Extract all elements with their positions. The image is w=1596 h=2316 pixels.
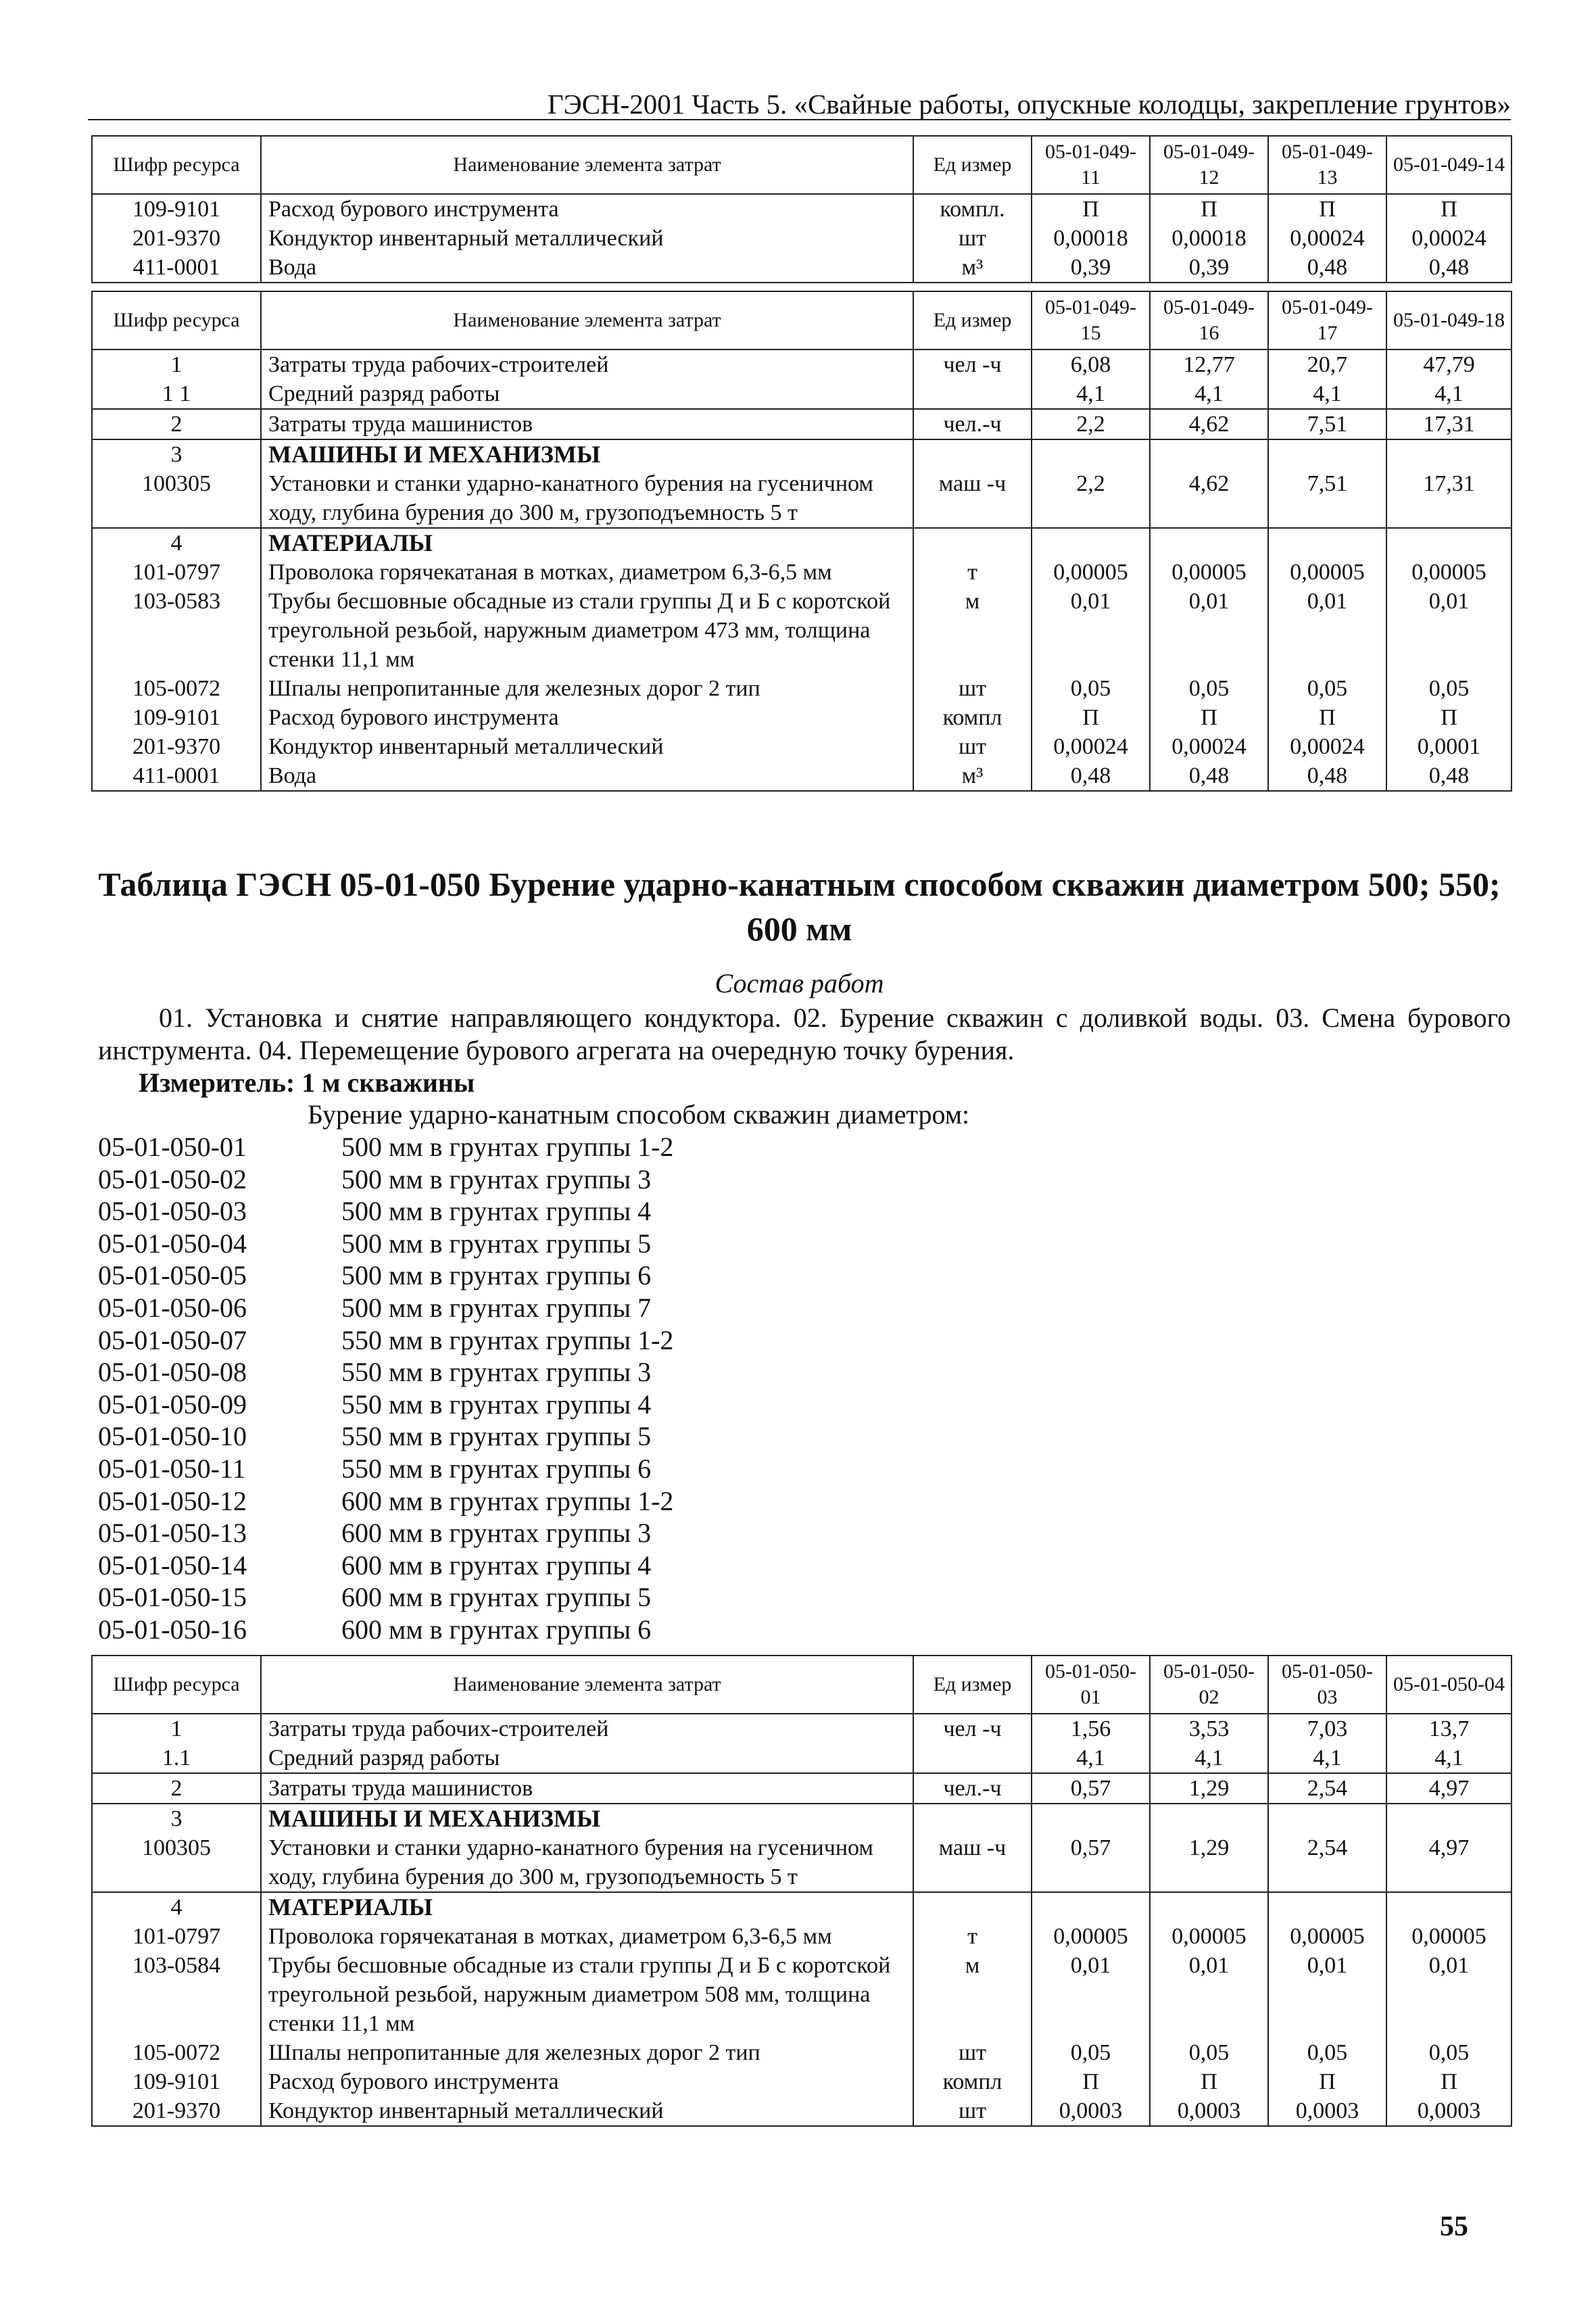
cell-unit: т [913,558,1032,587]
cell-value: 0,39 [1032,253,1150,283]
norm-code: 05-01-050-02 [98,1163,247,1195]
table-row [92,1892,1512,1922]
cell-unit: компл. [913,194,1032,224]
cell-value: 0,01 [1150,1951,1268,2038]
cell-value: 17,31 [1386,409,1512,439]
cell-value: 0,48 [1268,253,1386,283]
list-item [98,1517,673,1549]
list-item [98,1292,673,1324]
cell-value: 4,1 [1150,379,1268,409]
list-item [98,1228,673,1260]
cell-code: 1.1 [92,1743,261,1773]
cell-code: 4 [92,528,261,558]
cell-value: 2,2 [1032,409,1150,439]
work-composition-label: Состав работ [715,968,884,998]
cell-unit: чел -ч [913,1714,1032,1743]
cell-value [1032,1892,1150,1922]
col-header-name: Наименование элемента затрат [261,1656,913,1714]
resource-table-050-01-04 [91,1655,1512,2127]
cell-unit: шт [913,674,1032,703]
norm-description: 600 мм в грунтах группы 3 [341,1518,652,1549]
cell-value: П [1150,2067,1268,2096]
list-item [98,1581,673,1614]
cell-name: МАТЕРИАЛЫ [261,1892,913,1922]
cell-value: 0,00005 [1268,558,1386,587]
cell-value: 0,00005 [1150,558,1268,587]
cell-code: 103-0584 [92,1951,261,2038]
cell-value: 0,01 [1386,587,1512,674]
cell-unit [913,379,1032,409]
cell-code: 1 [92,349,261,379]
cell-unit: т [913,1922,1032,1951]
col-header-norm: 05-01-049-15 [1032,291,1150,349]
col-header-norm: 05-01-049-17 [1268,291,1386,349]
col-header-norm: 05-01-049-13 [1268,136,1386,194]
table-row [92,2096,1512,2126]
cell-value: П [1032,2067,1150,2096]
col-header-norm: 05-01-050-02 [1150,1656,1268,1714]
cell-name: Проволока горячекатаная в мотках, диаметром 6,3-6,5 мм [261,558,913,587]
cell-name: Шпалы непропитанные для железных дорог 2 тип [261,674,913,703]
cell-name: Затраты труда машинистов [261,1773,913,1804]
norm-description: 600 мм в грунтах группы 6 [341,1614,652,1645]
cell-value: 17,31 [1386,469,1512,528]
table-row [92,439,1512,469]
page-number: 55 [1440,2211,1468,2242]
cell-value: П [1386,703,1512,732]
cell-value: 47,79 [1386,349,1512,379]
norm-description: 550 мм в грунтах группы 4 [341,1389,652,1420]
table-row [92,528,1512,558]
cell-value: 0,00005 [1032,1922,1150,1951]
table-row [92,1833,1512,1892]
col-header-norm: 05-01-049-14 [1386,136,1512,194]
table-row [92,469,1512,528]
norm-code: 05-01-050-15 [98,1582,247,1613]
norm-code: 05-01-050-10 [98,1421,247,1452]
cell-value [1386,1892,1512,1922]
resource-table-049-11-14 [91,135,1512,283]
cell-code: 109-9101 [92,2067,261,2096]
norm-description: 550 мм в грунтах группы 3 [341,1357,652,1388]
measure-unit: Измеритель: 1 м скважины [139,1067,475,1098]
cell-name: Расход бурового инструмента [261,194,913,224]
norm-description: 500 мм в грунтах группы 7 [341,1292,652,1323]
cell-code: 100305 [92,469,261,528]
list-item [98,1259,673,1292]
col-header-unit: Ед измер [913,291,1032,349]
cell-value: П [1032,703,1150,732]
col-header-code: Шифр ресурса [92,136,261,194]
cell-value: 2,54 [1268,1773,1386,1804]
cell-value: 0,0001 [1386,732,1512,761]
cell-unit [913,439,1032,469]
cell-value [1150,1804,1268,1833]
cell-value [1386,439,1512,469]
list-item [98,1549,673,1582]
cell-name: Установки и станки ударно-канатного бурения на гусеничном ходу, глубина бурения до 300 м, грузоподъемность 5 т [261,469,913,528]
cell-value: 0,01 [1032,587,1150,674]
cell-unit [913,528,1032,558]
col-header-norm: 05-01-050-01 [1032,1656,1150,1714]
norm-code: 05-01-050-14 [98,1549,247,1581]
col-header-name: Наименование элемента затрат [261,291,913,349]
cell-code: 4 [92,1892,261,1922]
cell-unit: шт [913,732,1032,761]
cell-code: 201-9370 [92,224,261,253]
cell-name: Кондуктор инвентарный металлический [261,2096,913,2126]
table-row [92,1743,1512,1773]
list-item [98,1420,673,1453]
cell-value: 0,01 [1150,587,1268,674]
header-rule [88,119,1511,120]
cell-value: 4,1 [1386,379,1512,409]
cell-code: 201-9370 [92,732,261,761]
cell-value [1268,439,1386,469]
cell-value: П [1032,194,1150,224]
cell-value: 0,05 [1032,674,1150,703]
cell-code: 2 [92,409,261,439]
list-item [98,1453,673,1485]
cell-unit: чел.-ч [913,1773,1032,1804]
cell-code: 2 [92,1773,261,1804]
cell-value: 4,62 [1150,409,1268,439]
table-row [92,558,1512,587]
cell-name: Средний разряд работы [261,1743,913,1773]
norm-code: 05-01-050-01 [98,1132,247,1162]
list-item [98,1163,673,1196]
cell-value: 4,1 [1032,379,1150,409]
table-row [92,1714,1512,1743]
norm-code: 05-01-050-06 [98,1292,247,1323]
cell-code: 109-9101 [92,194,261,224]
cell-value: 0,05 [1032,2038,1150,2067]
table-title: Таблица ГЭСН 05-01-050 Бурение ударно-канатным способом скважин диаметром 500; 550; 600 мм [98,865,1501,948]
cell-code: 201-9370 [92,2096,261,2126]
cell-code: 1 [92,1714,261,1743]
cell-value: 0,00024 [1032,732,1150,761]
cell-value: 4,1 [1268,1743,1386,1773]
cell-value: 0,00024 [1268,732,1386,761]
cell-value: 0,00018 [1032,224,1150,253]
norm-code: 05-01-050-13 [98,1518,247,1549]
cell-code: 105-0072 [92,674,261,703]
cell-value: 4,1 [1032,1743,1150,1773]
cell-value: 0,05 [1150,2038,1268,2067]
cell-name: Расход бурового инструмента [261,2067,913,2096]
cell-value: 0,00005 [1032,558,1150,587]
cell-value [1032,439,1150,469]
norm-code: 05-01-050-08 [98,1357,247,1388]
table-row [92,2038,1512,2067]
norm-description: 600 мм в грунтах группы 5 [341,1582,652,1613]
cell-value: 0,01 [1268,1951,1386,2038]
cell-name: Затраты труда машинистов [261,409,913,439]
cell-value: 20,7 [1268,349,1386,379]
norm-code: 05-01-050-11 [98,1453,246,1484]
col-header-norm: 05-01-049-11 [1032,136,1150,194]
col-header-unit: Ед измер [913,1656,1032,1714]
cell-value: 0,00005 [1386,1922,1512,1951]
cell-name: Шпалы непропитанные для железных дорог 2 тип [261,2038,913,2067]
cell-name: Установки и станки ударно-канатного бурения на гусеничном ходу, глубина бурения до 300 м, грузоподъемность 5 т [261,1833,913,1892]
list-item [98,1485,673,1518]
cell-value: П [1386,2067,1512,2096]
cell-value: 0,01 [1268,587,1386,674]
cell-name: Затраты труда рабочих-строителей [261,1714,913,1743]
table-row [92,379,1512,409]
measure-description: Бурение ударно-канатным способом скважин диаметром: [308,1099,970,1130]
table-row [92,587,1512,674]
cell-value: 0,0003 [1268,2096,1386,2126]
cell-unit: м [913,1951,1032,2038]
cell-name: Кондуктор инвентарный металлический [261,224,913,253]
cell-value: 0,0003 [1386,2096,1512,2126]
cell-name: Средний разряд работы [261,379,913,409]
norm-code: 05-01-050-04 [98,1228,247,1259]
cell-code: 109-9101 [92,703,261,732]
cell-unit: компл [913,2067,1032,2096]
cell-name: Затраты труда рабочих-строителей [261,349,913,379]
cell-name: Вода [261,761,913,791]
cell-value: 0,00018 [1150,224,1268,253]
cell-value [1386,528,1512,558]
norm-code: 05-01-050-05 [98,1260,247,1291]
cell-value: 4,1 [1268,379,1386,409]
cell-value: 4,97 [1386,1833,1512,1892]
cell-value [1150,528,1268,558]
cell-unit: маш -ч [913,1833,1032,1892]
norm-code: 05-01-050-16 [98,1614,247,1645]
norm-description: 600 мм в грунтах группы 1-2 [341,1485,674,1516]
cell-value: 0,39 [1150,253,1268,283]
cell-value: 4,62 [1150,469,1268,528]
cell-value: 4,1 [1150,1743,1268,1773]
table-row [92,1922,1512,1951]
cell-unit: шт [913,2038,1032,2067]
cell-name: Трубы бесшовные обсадные из стали группы Д и Б с коротской треугольной резьбой, наружным диаметром 473 мм, толщина стенки 11,1 мм [261,587,913,674]
cell-value: 0,48 [1386,253,1512,283]
cell-value: П [1386,194,1512,224]
norm-code: 05-01-050-12 [98,1485,247,1516]
table-row [92,674,1512,703]
norm-code: 05-01-050-03 [98,1196,247,1227]
cell-code: 105-0072 [92,2038,261,2067]
cell-value [1268,1804,1386,1833]
cell-value: П [1268,2067,1386,2096]
work-composition-text: 01. Установка и снятие направляющего кондуктора. 02. Бурение скважин с доливкой воды. 03. Смена бурового инструмента. 04. Перемещение бурового агрегата на очередную точку бурения. [98,1003,1511,1065]
cell-unit: м³ [913,253,1032,283]
cell-value: 4,97 [1386,1773,1512,1804]
cell-value: 0,57 [1032,1833,1150,1892]
page-header: ГЭСН-2001 Часть 5. «Свайные работы, опускные колодцы, закрепление грунтов» [547,89,1511,120]
table-row [92,732,1512,761]
cell-unit: м [913,587,1032,674]
table-body [92,349,1512,791]
cell-value [1032,1804,1150,1833]
list-item [98,1324,673,1357]
cell-name: Проволока горячекатаная в мотках, диаметром 6,3-6,5 мм [261,1922,913,1951]
col-header-code: Шифр ресурса [92,1656,261,1714]
cell-value: 1,29 [1150,1833,1268,1892]
cell-value: 0,00024 [1150,732,1268,761]
cell-name: Вода [261,253,913,283]
cell-value: 12,77 [1150,349,1268,379]
cell-value [1268,1892,1386,1922]
cell-value: 7,51 [1268,409,1386,439]
list-item [98,1131,673,1163]
cell-value [1150,1892,1268,1922]
cell-value [1150,439,1268,469]
list-item [98,1195,673,1228]
list-item [98,1389,673,1421]
table-row [92,761,1512,791]
col-header-norm: 05-01-049-18 [1386,291,1512,349]
norm-description: 500 мм в грунтах группы 4 [341,1196,652,1227]
table-row [92,1773,1512,1804]
col-header-norm: 05-01-050-03 [1268,1656,1386,1714]
norm-code: 05-01-050-07 [98,1324,247,1355]
cell-value: 0,01 [1032,1951,1150,2038]
table-row [92,2067,1512,2096]
cell-unit: чел.-ч [913,409,1032,439]
cell-unit: чел -ч [913,349,1032,379]
cell-value: 7,51 [1268,469,1386,528]
cell-value: 13,7 [1386,1714,1512,1743]
cell-value: П [1150,194,1268,224]
table-row [92,703,1512,732]
cell-value: 3,53 [1150,1714,1268,1743]
cell-value [1386,1804,1512,1833]
cell-value: 0,0003 [1150,2096,1268,2126]
table-body [92,194,1512,283]
cell-code: 101-0797 [92,1922,261,1951]
cell-value: 6,08 [1032,349,1150,379]
norm-description: 500 мм в грунтах группы 3 [341,1163,652,1195]
cell-name: МАШИНЫ И МЕХАНИЗМЫ [261,1804,913,1833]
cell-value: П [1150,703,1268,732]
norm-code: 05-01-050-09 [98,1389,247,1420]
cell-value: 0,57 [1032,1773,1150,1804]
norm-code-list [98,1131,673,1646]
cell-value: 0,48 [1386,761,1512,791]
cell-value: 1,56 [1032,1714,1150,1743]
cell-code: 411-0001 [92,253,261,283]
cell-value [1268,528,1386,558]
cell-value: 0,00024 [1386,224,1512,253]
table-body [92,1714,1512,2126]
cell-unit: маш -ч [913,469,1032,528]
cell-unit [913,1804,1032,1833]
cell-unit: шт [913,224,1032,253]
cell-value: П [1268,194,1386,224]
cell-value: 0,48 [1032,761,1150,791]
cell-code: 100305 [92,1833,261,1892]
cell-value: 7,03 [1268,1714,1386,1743]
cell-value [1032,528,1150,558]
cell-value: 2,2 [1032,469,1150,528]
cell-unit: компл [913,703,1032,732]
col-header-norm: 05-01-050-04 [1386,1656,1512,1714]
norm-description: 500 мм в грунтах группы 1-2 [341,1132,674,1162]
table-row [92,1804,1512,1833]
table-row [92,253,1512,283]
table-row [92,194,1512,224]
resource-table-049-15-18 [91,291,1512,792]
cell-unit: м³ [913,761,1032,791]
cell-name: Трубы бесшовные обсадные из стали группы Д и Б с коротской треугольной резьбой, наружным диаметром 508 мм, толщина стенки 11,1 мм [261,1951,913,2038]
list-item [98,1614,673,1646]
cell-unit [913,1892,1032,1922]
cell-value: 4,1 [1386,1743,1512,1773]
cell-value: 0,00005 [1386,558,1512,587]
norm-description: 550 мм в грунтах группы 1-2 [341,1324,674,1355]
norm-description: 550 мм в грунтах группы 5 [341,1421,652,1452]
cell-code: 3 [92,1804,261,1833]
col-header-code: Шифр ресурса [92,291,261,349]
norm-description: 550 мм в грунтах группы 6 [341,1453,652,1484]
table-row [92,409,1512,439]
cell-code: 103-0583 [92,587,261,674]
cell-value: 0,00024 [1268,224,1386,253]
cell-name: МАШИНЫ И МЕХАНИЗМЫ [261,439,913,469]
table-row [92,349,1512,379]
cell-code: 411-0001 [92,761,261,791]
cell-code: 101-0797 [92,558,261,587]
cell-value: 0,0003 [1032,2096,1150,2126]
cell-value: 0,00005 [1150,1922,1268,1951]
cell-code: 3 [92,439,261,469]
cell-code: 1 1 [92,379,261,409]
cell-value: 0,05 [1386,2038,1512,2067]
col-header-norm: 05-01-049-12 [1150,136,1268,194]
table-row [92,224,1512,253]
col-header-name: Наименование элемента затрат [261,136,913,194]
cell-name: МАТЕРИАЛЫ [261,528,913,558]
cell-name: Кондуктор инвентарный металлический [261,732,913,761]
norm-description: 500 мм в грунтах группы 5 [341,1228,652,1259]
list-item [98,1356,673,1389]
cell-unit [913,1743,1032,1773]
cell-value: 0,48 [1150,761,1268,791]
cell-value: 2,54 [1268,1833,1386,1892]
cell-value: 1,29 [1150,1773,1268,1804]
cell-unit: шт [913,2096,1032,2126]
cell-value: 0,05 [1150,674,1268,703]
cell-value: 0,01 [1386,1951,1512,2038]
cell-value: 0,48 [1268,761,1386,791]
cell-value: 0,05 [1268,2038,1386,2067]
table-row [92,1951,1512,2038]
norm-description: 500 мм в грунтах группы 6 [341,1260,652,1291]
col-header-unit: Ед измер [913,136,1032,194]
cell-name: Расход бурового инструмента [261,703,913,732]
col-header-norm: 05-01-049-16 [1150,291,1268,349]
cell-value: 0,05 [1386,674,1512,703]
cell-value: П [1268,703,1386,732]
cell-value: 0,00005 [1268,1922,1386,1951]
norm-description: 600 мм в грунтах группы 4 [341,1549,652,1581]
cell-value: 0,05 [1268,674,1386,703]
